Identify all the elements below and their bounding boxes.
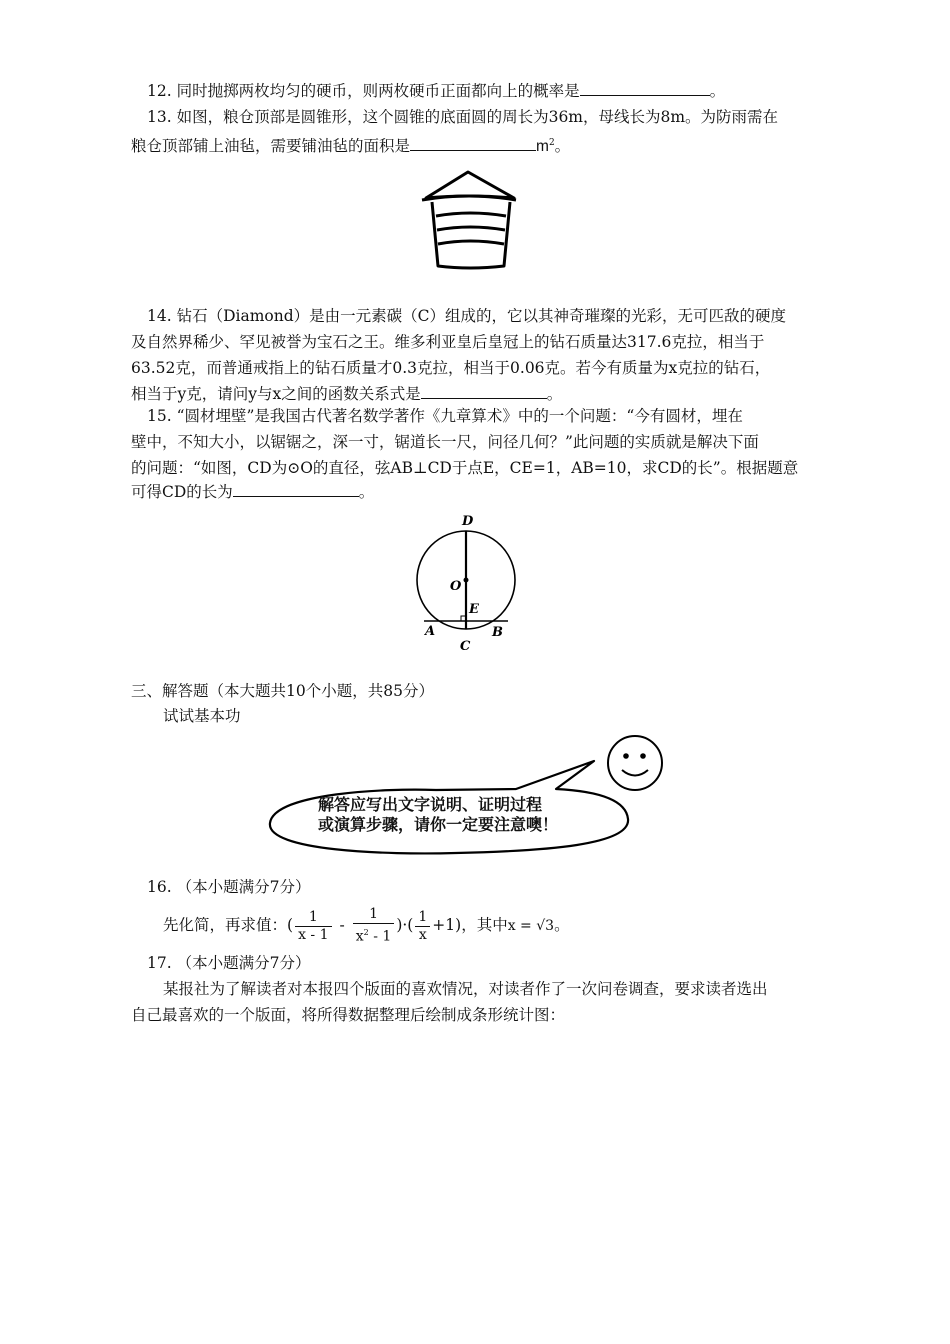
question-15-line2: 壁中，不知大小，以锯锯之，深一寸，锯道长一尺，问径几何？”此问题的实质就是解决下面 (131, 433, 759, 451)
circle-diagram (408, 510, 524, 654)
label-D: D (462, 514, 474, 529)
question-14-line4: 相当于y克，请问y与x之间的函数关系式是 。 (131, 385, 563, 403)
answer-blank (233, 481, 359, 497)
question-14-line2: 及自然界稀少、罕见被誉为宝石之王。维多利亚皇后皇冠上的钻石质量达317.6克拉，相当于 (131, 333, 765, 351)
question-17-head: 17. （本小题满分7分） (147, 954, 311, 972)
smiley-icon (608, 736, 662, 790)
answer-blank (580, 80, 710, 96)
granary-figure (418, 166, 522, 274)
bubble-text: 解答应写出文字说明、证明过程 或演算步骤，请你一定要注意噢！ (318, 795, 559, 834)
answer-blank (421, 383, 547, 399)
answer-blank (410, 135, 536, 151)
question-13-line1: 13. 如图，粮仓顶部是圆锥形，这个圆锥的底面圆的周长为36m，母线长为8m。为防雨需在 (147, 108, 779, 126)
question-16-expression: 先化简，再求值：( $\frac{1}{x - 1}$ - $\frac{1}{x^2 - 1}$ )·( $\frac{1}{x}$ +1)，其中x = √3。 (163, 906, 570, 945)
label-B: B (492, 625, 503, 640)
fraction-1: $\frac{1}{x - 1}$ (295, 909, 331, 944)
section-3-title: 三、解答题（本大题共10个小题，共85分） (131, 682, 434, 700)
question-13-line2: 粮仓顶部铺上油毡，需要铺油毡的面积是 $m^2$。 (131, 137, 571, 156)
question-17-line1: 某报社为了解读者对本报四个版面的喜欢情况，对读者作了一次问卷调查，要求读者选出 (163, 980, 768, 998)
question-17-line2: 自己最喜欢的一个版面，将所得数据整理后绘制成条形统计图： (131, 1006, 566, 1024)
label-O: O (450, 579, 462, 594)
fraction-2: $\frac{1}{x^2 - 1}$ (353, 906, 395, 946)
fraction-3: $\frac{1}{x}$ (415, 909, 430, 944)
label-C: C (460, 639, 471, 654)
question-15-line3: 的问题：“如图，CD为⊙O的直径，弦AB⊥CD于点E，CE=1，AB=10，求CD的长”。根据题意 (131, 459, 799, 477)
label-E: E (469, 602, 479, 617)
question-15-line4: 可得CD的长为 。 (131, 483, 375, 501)
question-12: 12. 同时抛掷两枚均匀的硬币，则两枚硬币正面都向上的概率是 。 (147, 82, 726, 100)
question-14-line1: 14. 钻石（Diamond）是由一元素碳（C）组成的，它以其神奇璀璨的光彩，无可匹敌的硬度 (147, 307, 786, 325)
section-3-subtitle: 试试基本功 (163, 707, 241, 725)
question-15-line1: 15. “圆材埋壁”是我国古代著名数学著作《九章算术》中的一个问题：“今有圆材，埋在 (147, 407, 743, 425)
question-16-head: 16. （本小题满分7分） (147, 878, 311, 896)
question-14-line3: 63.52克，而普通戒指上的钻石质量才0.3克拉，相当于0.06克。若今有质量为x克拉的钻石， (131, 359, 771, 377)
label-A: A (425, 624, 436, 639)
